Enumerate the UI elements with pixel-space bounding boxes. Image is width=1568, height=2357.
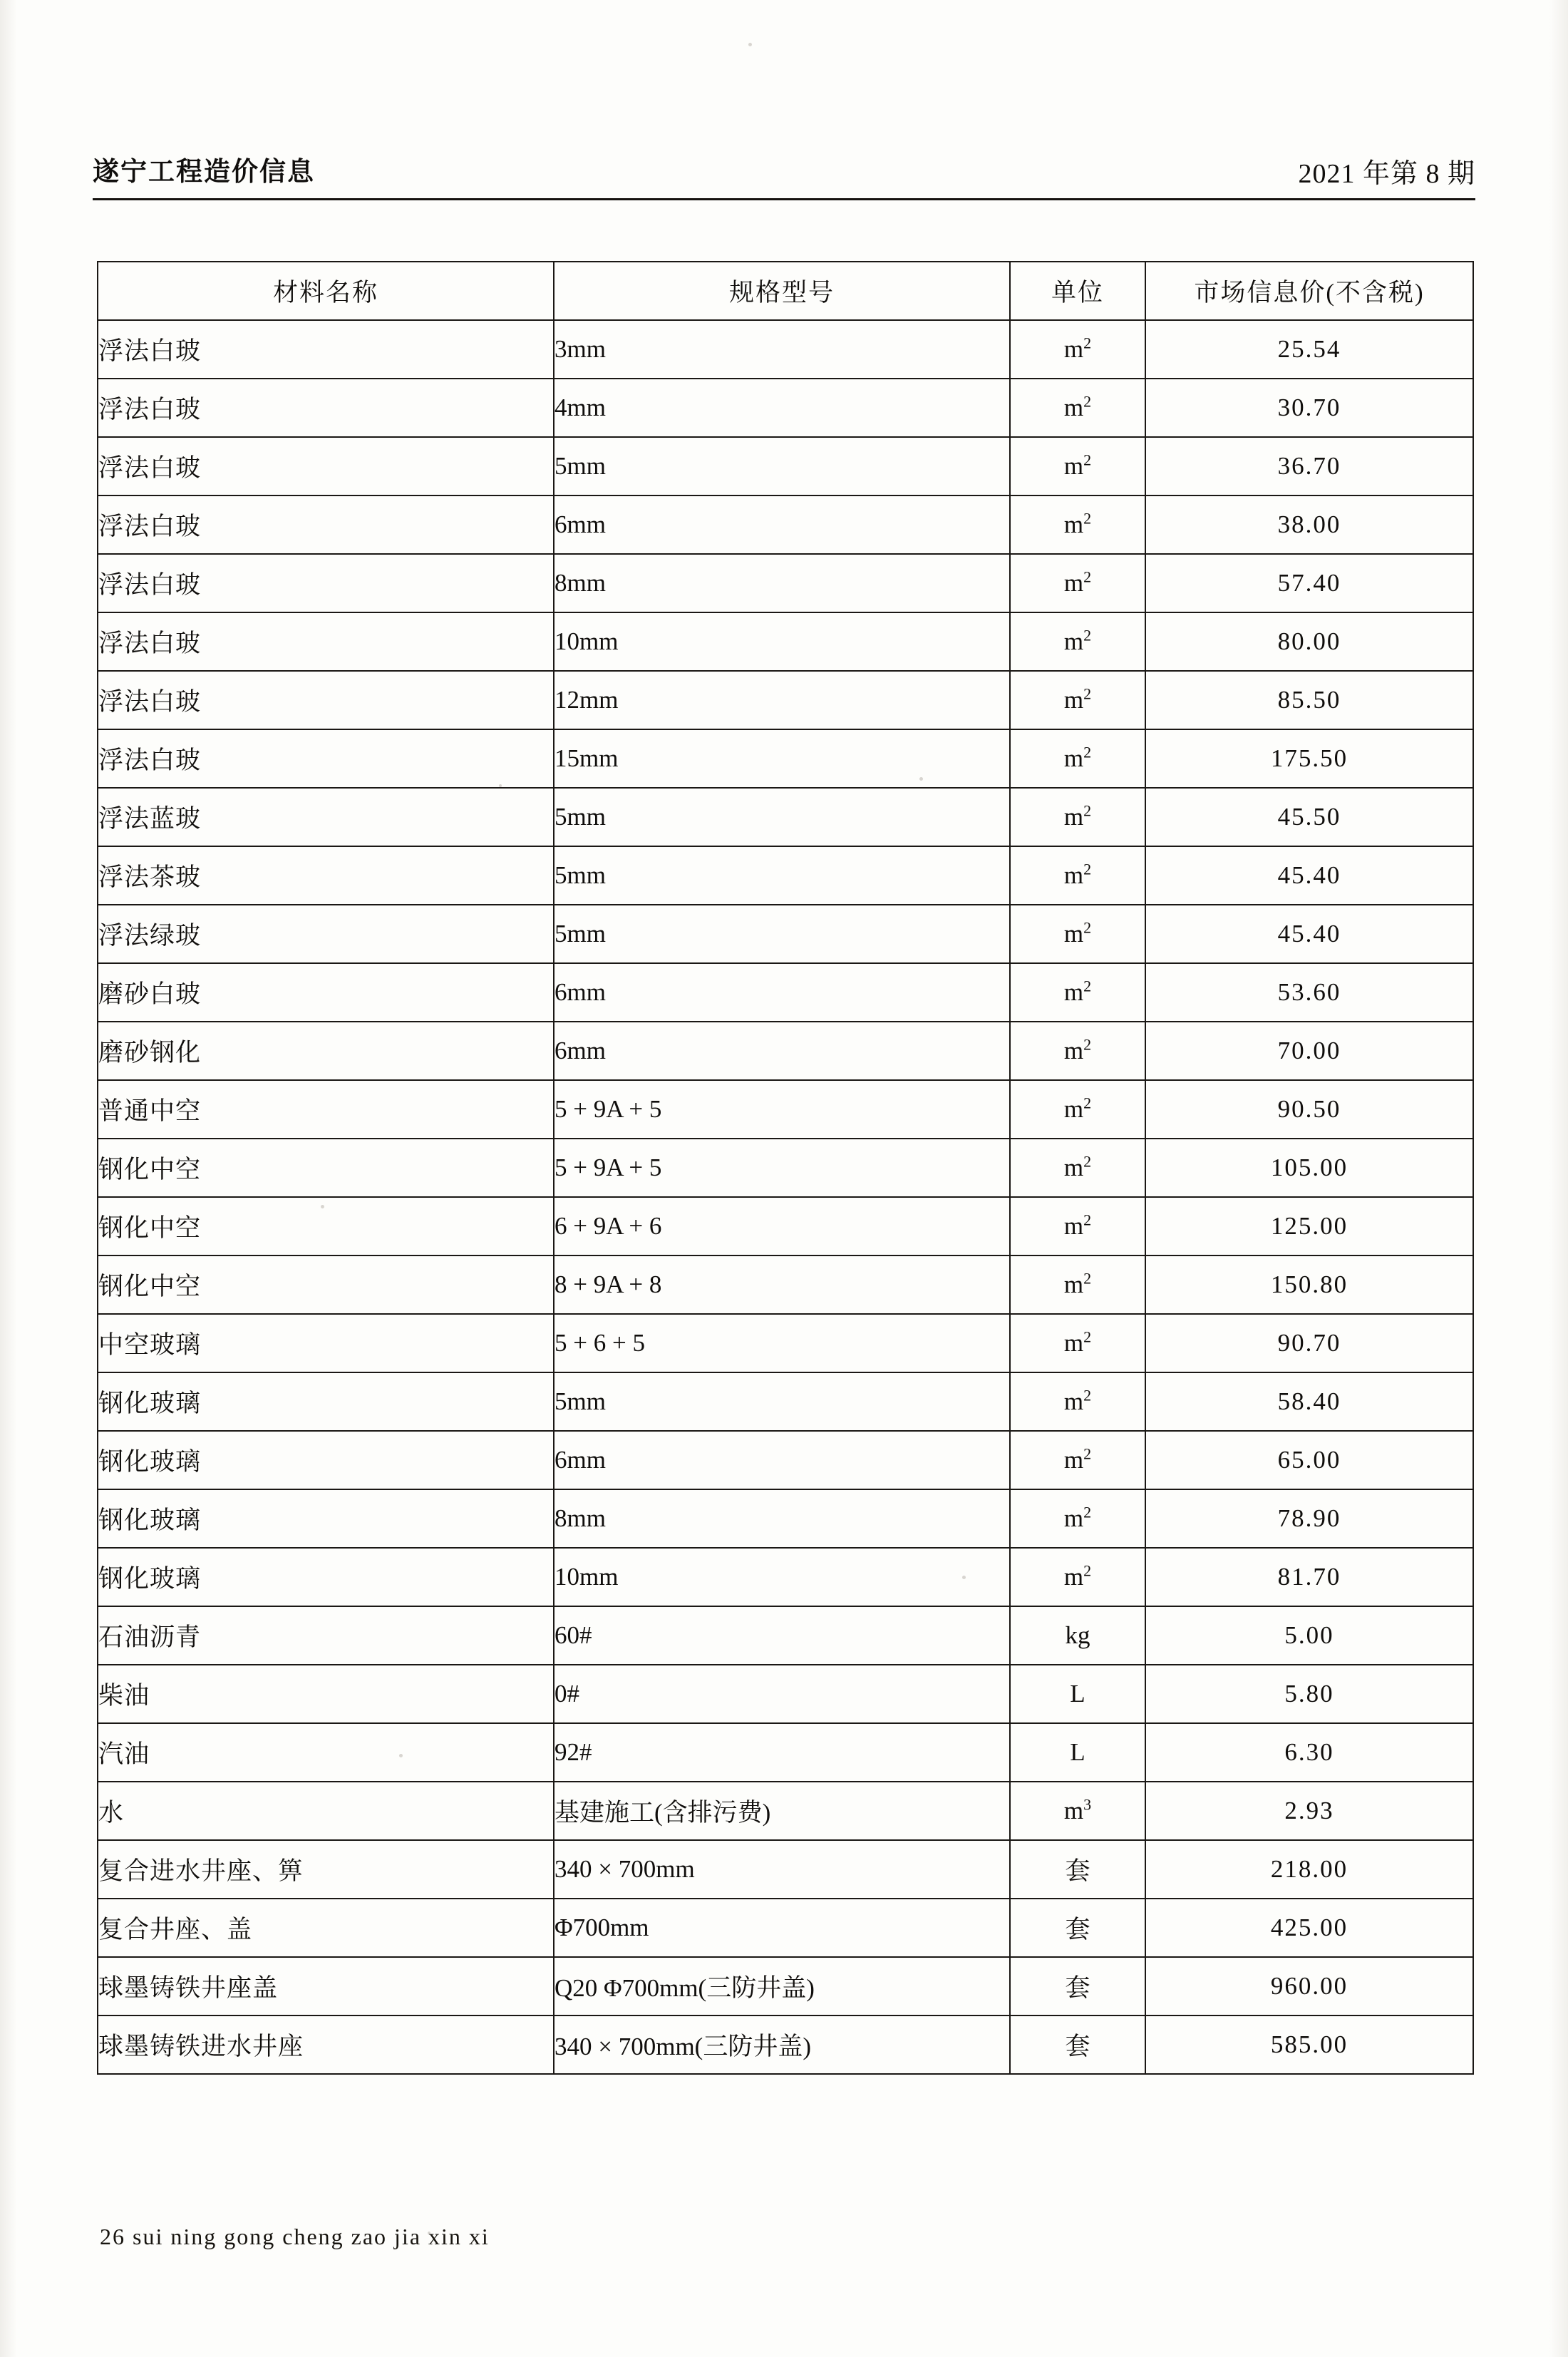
table-row xyxy=(98,1782,1473,1840)
cell-unit: L xyxy=(1010,1665,1145,1723)
cell-market-price: 58.40 xyxy=(1145,1372,1473,1431)
cell-unit: $m^2$ xyxy=(1010,554,1145,612)
cell-specification: 6mm xyxy=(554,1022,1010,1080)
table-row xyxy=(98,1606,1473,1665)
cell-unit: $m^2$ xyxy=(1010,1372,1145,1431)
page-header xyxy=(93,150,1475,214)
table-row xyxy=(98,1431,1473,1489)
table-row xyxy=(98,495,1473,554)
cell-unit: $m^2$ xyxy=(1010,671,1145,729)
cell-market-price: 585.00 xyxy=(1145,2015,1473,2074)
cell-market-price: 70.00 xyxy=(1145,1022,1473,1080)
cell-specification: 5 + 6 + 5 xyxy=(554,1314,1010,1372)
unit-exponent: 3 xyxy=(1083,1795,1092,1814)
cell-unit: $m^2$ xyxy=(1010,905,1145,963)
cell-specification: 8mm xyxy=(554,1489,1010,1548)
cell-market-price: 57.40 xyxy=(1145,554,1473,612)
table-row xyxy=(98,2015,1473,2074)
unit-exponent: 2 xyxy=(1083,801,1092,820)
cell-material-name: 钢化玻璃 xyxy=(98,1489,554,1548)
unit-exponent: 2 xyxy=(1083,1269,1092,1288)
cell-market-price: 218.00 xyxy=(1145,1840,1473,1899)
header-divider xyxy=(93,198,1475,200)
cell-material-name: 浮法白玻 xyxy=(98,495,554,554)
cell-unit: $m^2$ xyxy=(1010,1022,1145,1080)
cell-unit: L xyxy=(1010,1723,1145,1782)
cell-unit: $m^2$ xyxy=(1010,729,1145,788)
table-row xyxy=(98,554,1473,612)
cell-market-price: 45.40 xyxy=(1145,846,1473,905)
table-row xyxy=(98,846,1473,905)
scan-speck xyxy=(748,43,752,46)
table-row xyxy=(98,905,1473,963)
cell-specification: 12mm xyxy=(554,671,1010,729)
unit-exponent: 2 xyxy=(1083,451,1092,469)
cell-material-name: 普通中空 xyxy=(98,1080,554,1139)
cell-specification: 340 × 700mm xyxy=(554,1840,1010,1899)
cell-unit: 套 xyxy=(1010,1957,1145,2015)
publication-title: 遂宁工程造价信息 xyxy=(93,157,315,186)
cell-market-price: 5.00 xyxy=(1145,1606,1473,1665)
unit-exponent: 2 xyxy=(1083,1386,1092,1405)
cell-unit: $m^2$ xyxy=(1010,1255,1145,1314)
column-header-unit: 单位 xyxy=(1010,262,1145,320)
table-row xyxy=(98,612,1473,671)
column-header-market-price: 市场信息价(不含税) xyxy=(1145,262,1473,320)
cell-material-name: 浮法白玻 xyxy=(98,671,554,729)
cell-market-price: 45.50 xyxy=(1145,788,1473,846)
cell-market-price: 80.00 xyxy=(1145,612,1473,671)
cell-material-name: 浮法茶玻 xyxy=(98,846,554,905)
cell-specification: 8mm xyxy=(554,554,1010,612)
cell-unit: $m^3$ xyxy=(1010,1782,1145,1840)
cell-unit: $m^2$ xyxy=(1010,320,1145,379)
unit-exponent: 2 xyxy=(1083,1211,1092,1229)
cell-market-price: 65.00 xyxy=(1145,1431,1473,1489)
unit-exponent: 2 xyxy=(1083,977,1092,995)
cell-unit: 套 xyxy=(1010,2015,1145,2074)
cell-specification: 15mm xyxy=(554,729,1010,788)
cell-material-name: 浮法白玻 xyxy=(98,379,554,437)
table-row xyxy=(98,1840,1473,1899)
cell-unit: $m^2$ xyxy=(1010,1080,1145,1139)
cell-material-name: 磨砂白玻 xyxy=(98,963,554,1022)
unit-exponent: 2 xyxy=(1083,1035,1092,1054)
cell-unit: $m^2$ xyxy=(1010,495,1145,554)
table-row xyxy=(98,1899,1473,1957)
unit-exponent: 2 xyxy=(1083,334,1092,352)
cell-market-price: 78.90 xyxy=(1145,1489,1473,1548)
cell-market-price: 90.70 xyxy=(1145,1314,1473,1372)
cell-material-name: 柴油 xyxy=(98,1665,554,1723)
cell-specification: 3mm xyxy=(554,320,1010,379)
cell-unit: $m^2$ xyxy=(1010,612,1145,671)
cell-market-price: 960.00 xyxy=(1145,1957,1473,2015)
cell-unit: $m^2$ xyxy=(1010,1548,1145,1606)
cell-unit: $m^2$ xyxy=(1010,963,1145,1022)
cell-unit: $m^2$ xyxy=(1010,1314,1145,1372)
cell-material-name: 钢化玻璃 xyxy=(98,1431,554,1489)
cell-material-name: 浮法蓝玻 xyxy=(98,788,554,846)
cell-market-price: 38.00 xyxy=(1145,495,1473,554)
cell-material-name: 钢化玻璃 xyxy=(98,1372,554,1431)
cell-unit: 套 xyxy=(1010,1840,1145,1899)
cell-specification: 基建施工(含排污费) xyxy=(554,1782,1010,1840)
table-row xyxy=(98,1197,1473,1255)
cell-market-price: 85.50 xyxy=(1145,671,1473,729)
cell-specification: 8 + 9A + 8 xyxy=(554,1255,1010,1314)
cell-specification: 6 + 9A + 6 xyxy=(554,1197,1010,1255)
cell-unit: $m^2$ xyxy=(1010,1489,1145,1548)
unit-exponent: 2 xyxy=(1083,1328,1092,1346)
unit-exponent: 2 xyxy=(1083,684,1092,703)
cell-market-price: 6.30 xyxy=(1145,1723,1473,1782)
cell-unit: $m^2$ xyxy=(1010,1431,1145,1489)
cell-material-name: 复合井座、盖 xyxy=(98,1899,554,1957)
table-header-row xyxy=(98,262,1473,320)
cell-material-name: 钢化玻璃 xyxy=(98,1548,554,1606)
cell-material-name: 浮法白玻 xyxy=(98,320,554,379)
table-row xyxy=(98,1022,1473,1080)
table-row xyxy=(98,1723,1473,1782)
cell-specification: 92# xyxy=(554,1723,1010,1782)
cell-material-name: 浮法白玻 xyxy=(98,729,554,788)
cell-market-price: 30.70 xyxy=(1145,379,1473,437)
table-row xyxy=(98,437,1473,495)
cell-material-name: 浮法白玻 xyxy=(98,612,554,671)
table-row xyxy=(98,1314,1473,1372)
cell-material-name: 汽油 xyxy=(98,1723,554,1782)
unit-exponent: 2 xyxy=(1083,1444,1092,1463)
cell-specification: 0# xyxy=(554,1665,1010,1723)
unit-exponent: 2 xyxy=(1083,509,1092,528)
table-row xyxy=(98,788,1473,846)
table-row xyxy=(98,1080,1473,1139)
cell-market-price: 25.54 xyxy=(1145,320,1473,379)
cell-specification: 5mm xyxy=(554,788,1010,846)
cell-specification: 4mm xyxy=(554,379,1010,437)
cell-unit: 套 xyxy=(1010,1899,1145,1957)
table-row xyxy=(98,1489,1473,1548)
page-edge-left xyxy=(0,0,17,2357)
cell-market-price: 90.50 xyxy=(1145,1080,1473,1139)
cell-material-name: 浮法绿玻 xyxy=(98,905,554,963)
unit-exponent: 2 xyxy=(1083,743,1092,761)
issue-label: 2021 年第 8 期 xyxy=(1298,159,1475,189)
table-row xyxy=(98,671,1473,729)
table-body xyxy=(98,320,1473,2074)
unit-exponent: 2 xyxy=(1083,626,1092,645)
cell-market-price: 45.40 xyxy=(1145,905,1473,963)
table-row xyxy=(98,1548,1473,1606)
page-footer: 26 sui ning gong cheng zao jia xin xi xyxy=(100,2224,490,2249)
cell-specification: Φ700mm xyxy=(554,1899,1010,1957)
cell-unit: $m^2$ xyxy=(1010,846,1145,905)
cell-material-name: 石油沥青 xyxy=(98,1606,554,1665)
cell-specification: 10mm xyxy=(554,1548,1010,1606)
cell-specification: 5mm xyxy=(554,437,1010,495)
cell-unit: $m^2$ xyxy=(1010,1197,1145,1255)
cell-material-name: 钢化中空 xyxy=(98,1255,554,1314)
table-row xyxy=(98,1139,1473,1197)
table-row xyxy=(98,1255,1473,1314)
cell-specification: 5mm xyxy=(554,1372,1010,1431)
table-row xyxy=(98,320,1473,379)
unit-exponent: 2 xyxy=(1083,1561,1092,1580)
cell-material-name: 水 xyxy=(98,1782,554,1840)
cell-material-name: 复合进水井座、箅 xyxy=(98,1840,554,1899)
cell-material-name: 中空玻璃 xyxy=(98,1314,554,1372)
cell-specification: 340 × 700mm(三防井盖) xyxy=(554,2015,1010,2074)
cell-unit: $m^2$ xyxy=(1010,437,1145,495)
table-row xyxy=(98,1957,1473,2015)
cell-unit: kg xyxy=(1010,1606,1145,1665)
column-header-specification: 规格型号 xyxy=(554,262,1010,320)
unit-exponent: 2 xyxy=(1083,1094,1092,1112)
cell-unit: $m^2$ xyxy=(1010,379,1145,437)
cell-material-name: 钢化中空 xyxy=(98,1197,554,1255)
cell-unit: $m^2$ xyxy=(1010,788,1145,846)
table-row xyxy=(98,1372,1473,1431)
unit-exponent: 2 xyxy=(1083,1503,1092,1521)
cell-material-name: 球墨铸铁井座盖 xyxy=(98,1957,554,2015)
material-price-table xyxy=(97,261,1474,2075)
unit-exponent: 2 xyxy=(1083,1152,1092,1171)
cell-specification: Q20 Φ700mm(三防井盖) xyxy=(554,1957,1010,2015)
cell-specification: 5mm xyxy=(554,905,1010,963)
cell-specification: 6mm xyxy=(554,1431,1010,1489)
table-row xyxy=(98,729,1473,788)
cell-material-name: 钢化中空 xyxy=(98,1139,554,1197)
cell-market-price: 150.80 xyxy=(1145,1255,1473,1314)
cell-market-price: 2.93 xyxy=(1145,1782,1473,1840)
cell-material-name: 球墨铸铁进水井座 xyxy=(98,2015,554,2074)
column-header-material-name: 材料名称 xyxy=(98,262,554,320)
unit-exponent: 2 xyxy=(1083,392,1092,411)
cell-market-price: 36.70 xyxy=(1145,437,1473,495)
cell-specification: 6mm xyxy=(554,495,1010,554)
table-row xyxy=(98,379,1473,437)
unit-exponent: 2 xyxy=(1083,568,1092,586)
cell-market-price: 175.50 xyxy=(1145,729,1473,788)
cell-specification: 10mm xyxy=(554,612,1010,671)
cell-specification: 5 + 9A + 5 xyxy=(554,1080,1010,1139)
cell-market-price: 425.00 xyxy=(1145,1899,1473,1957)
cell-specification: 5mm xyxy=(554,846,1010,905)
table-row xyxy=(98,963,1473,1022)
page-edge-right xyxy=(1549,0,1568,2357)
cell-market-price: 105.00 xyxy=(1145,1139,1473,1197)
cell-material-name: 磨砂钢化 xyxy=(98,1022,554,1080)
table-row xyxy=(98,1665,1473,1723)
cell-market-price: 5.80 xyxy=(1145,1665,1473,1723)
cell-market-price: 125.00 xyxy=(1145,1197,1473,1255)
cell-market-price: 53.60 xyxy=(1145,963,1473,1022)
cell-specification: 6mm xyxy=(554,963,1010,1022)
cell-specification: 5 + 9A + 5 xyxy=(554,1139,1010,1197)
cell-material-name: 浮法白玻 xyxy=(98,554,554,612)
unit-exponent: 2 xyxy=(1083,860,1092,878)
cell-market-price: 81.70 xyxy=(1145,1548,1473,1606)
cell-specification: 60# xyxy=(554,1606,1010,1665)
unit-exponent: 2 xyxy=(1083,918,1092,937)
cell-material-name: 浮法白玻 xyxy=(98,437,554,495)
cell-unit: $m^2$ xyxy=(1010,1139,1145,1197)
